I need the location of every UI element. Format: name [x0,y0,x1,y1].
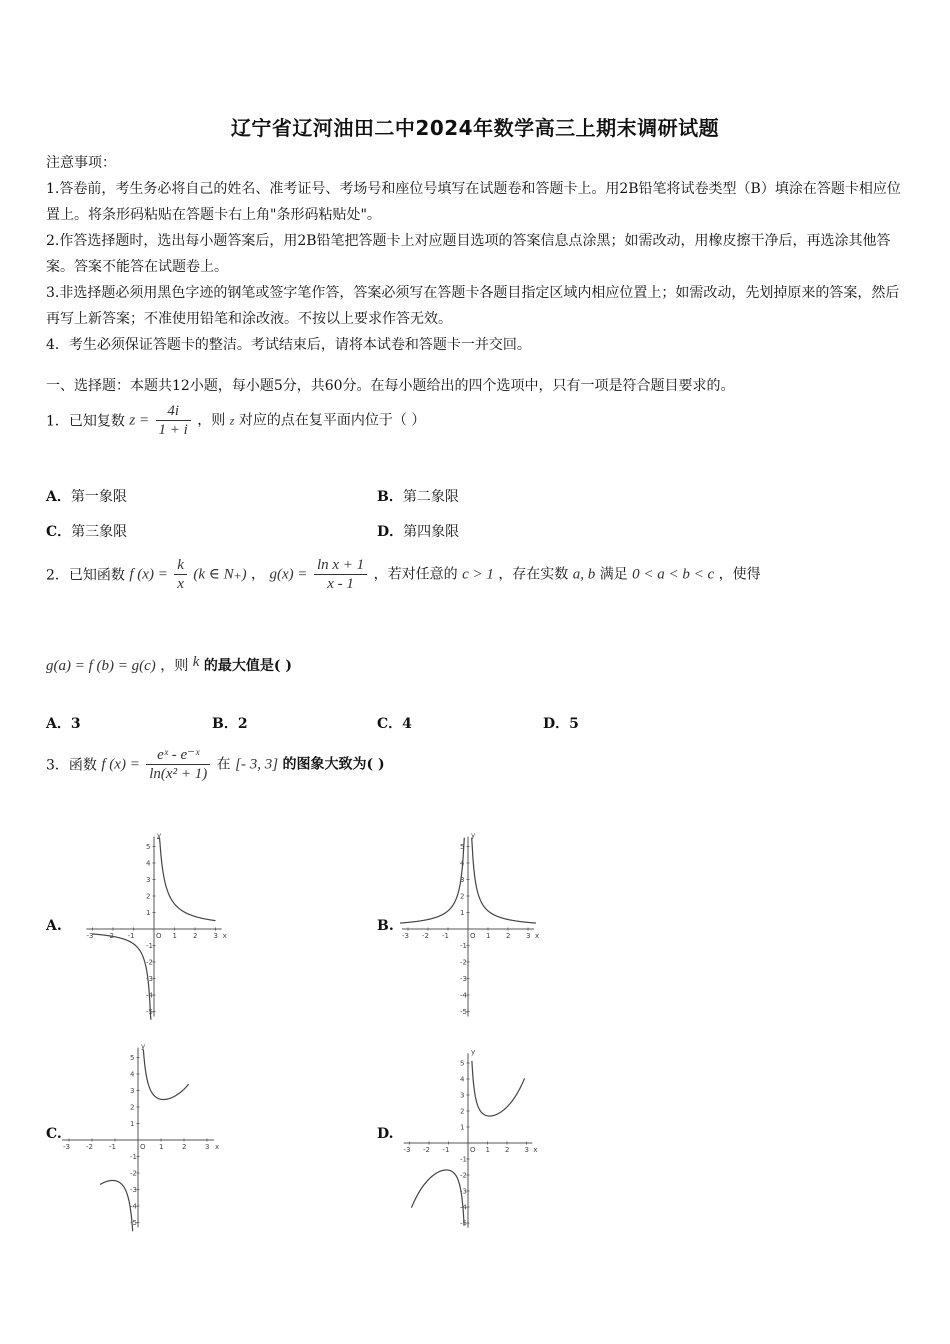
q2-equation: g(a) = f (b) = g(c) [46,658,156,674]
y-tick-label: 4 [460,859,465,868]
y-tick-label: -5 [130,1219,137,1227]
question-3 [46,746,385,783]
q2-option-d[interactable] [543,713,579,733]
q1-option-c[interactable] [46,521,127,541]
x-tick-label: O [156,932,162,940]
x-tick-label: -1 [442,932,449,940]
notes-item: 2.作答选择题时，选出每小题答案后，用2B铅笔把答题卡上对应题目选项的答案信息点涂黑；如需改动，用橡皮擦干净后，再选涂其他答案。答案不能答在试题卷上。 [46,233,891,275]
curve-right-branch [143,1049,189,1099]
y-tick-label: -3 [460,975,467,983]
x-tick-label: 2 [505,1146,510,1154]
q2-f-condition: (k ∈ N₊) [193,566,247,583]
y-tick-label: 1 [460,1123,465,1132]
x-tick-label: O [470,1146,476,1154]
x-tick-label: -3 [86,932,94,940]
x-tick-label: 3 [205,1143,210,1151]
y-axis-label: y [471,1048,476,1057]
q1-option-d[interactable] [377,521,459,541]
q1-option-a[interactable] [46,486,127,506]
x-tick-label: 1 [172,932,177,940]
y-tick-label: -4 [146,991,153,1000]
question-2 [46,556,761,593]
y-tick-label: 5 [146,843,151,851]
x-axis-label: x [535,932,540,940]
q2-vars: a, b [572,566,596,583]
y-tick-label: -3 [130,1186,137,1194]
q2-f-fraction [174,556,187,593]
x-tick-label: -1 [127,932,135,940]
x-tick-label: 3 [213,932,218,940]
y-tick-label: -1 [130,1153,137,1161]
notes-item: 3.非选择题必须用黑色字迹的钢笔或签字笔作答，答案必须写在答题卡各题目指定区域内相应位置上；如需改动，先划掉原来的答案，然后再写上新答案；不准使用铅笔和涂改液。不按以上要求作答无效。 [46,285,900,327]
q1-fraction [156,402,191,439]
q3-fraction [146,746,210,783]
q2-option-a[interactable] [46,713,81,733]
y-axis-label: y [157,831,162,840]
curve-right-branch [472,1061,525,1116]
x-tick-label: -2 [86,1143,93,1151]
y-tick-label: -3 [146,975,153,983]
q2-text3: 满足 [599,566,628,583]
y-tick-label: 2 [130,1103,135,1112]
question-1 [46,402,425,439]
y-tick-label: 1 [460,909,465,917]
q2-text5: ，则 [160,658,189,674]
y-tick-label: -5 [460,1219,467,1228]
x-tick-label: 1 [486,932,491,940]
option-text: 3 [70,716,81,732]
q2-cond2: 0 < a < b < c [632,566,715,583]
y-tick-label: -1 [460,1155,467,1164]
option-label: D． [377,524,404,540]
y-tick-label: 5 [460,843,465,851]
q1-lhs: z = [129,412,150,429]
x-tick-label: 3 [524,1146,529,1154]
y-tick-label: -5 [460,1008,467,1016]
q3-numerator: eˣ - e⁻ˣ [146,746,210,765]
q2-prefix: 2．已知函数 [46,567,125,584]
y-tick-label: 5 [460,1059,465,1068]
q3-mid: 在 [216,756,231,773]
option-label: C． [377,716,403,732]
q3-denominator: ln(x² + 1) [149,766,208,782]
q2-g-lhs: g(x) = [269,566,308,583]
q1-suffix: 对应的点在复平面内位于（ ） [238,412,426,429]
option-label: A． [46,716,71,732]
notes-item: 1.答卷前，考生务必将自己的姓名、准考证号、考场号和座位号填写在试题卷和答题卡上。用2B铅笔将试卷类型（B）填涂在答题卡相应位置上。将条形码粘贴在答题卡右上角"条形码粘贴处"。 [46,181,901,223]
q3-option-a-label[interactable]: A. [46,918,62,934]
q2-f-lhs: f (x) = [129,566,168,583]
q3-option-b-label[interactable]: B. [377,918,394,934]
x-axis-label: x [533,1146,538,1154]
q3-option-d-label[interactable]: D. [377,1126,394,1142]
q2-g-fraction [314,556,367,593]
x-tick-label: -2 [422,932,429,940]
q3-option-c-label[interactable]: C. [46,1126,62,1142]
y-tick-label: 1 [146,909,151,917]
option-label: B． [212,716,238,732]
option-label: B． [377,489,403,505]
y-tick-label: 3 [130,1087,135,1095]
q3-graph-d[interactable] [402,1050,552,1230]
q1-numerator: 4i [156,402,191,421]
x-tick-label: -3 [63,1143,70,1151]
q1-denominator: 1 + i [158,422,188,438]
x-tick-label: -2 [107,932,114,940]
option-text: 2 [237,716,248,732]
option-text: 第一象限 [70,489,127,505]
q2-comma: ， [251,566,266,583]
x-axis-label: x [215,1143,220,1151]
y-tick-label: -3 [460,1187,467,1196]
q1-var: z [229,413,235,428]
option-text: 第二象限 [402,489,459,505]
x-tick-label: O [470,932,476,940]
y-tick-label: 2 [460,1107,465,1116]
q2-f-denominator: x [177,576,184,592]
q1-prefix: 1．已知复数 [46,413,125,430]
y-tick-label: 4 [130,1070,135,1079]
curve-right-branch [471,838,536,923]
q1-mid: ，则 [197,412,226,429]
option-text: 5 [569,716,579,732]
x-tick-label: O [140,1143,146,1151]
option-text: 第三象限 [71,524,128,540]
q3-graph-a[interactable] [82,832,232,1017]
x-axis-label: x [222,932,227,940]
y-tick-label: 5 [130,1054,135,1062]
q3-graph-c[interactable] [63,1040,232,1227]
y-tick-label: -5 [146,1008,153,1016]
y-tick-label: -4 [130,1202,137,1211]
option-label: C． [46,524,72,540]
y-tick-label: 3 [146,876,151,884]
notes-block [46,150,912,358]
q2-f-numerator: k [174,556,187,575]
y-axis-label: y [141,1042,146,1051]
question-2-continued [46,654,292,675]
x-tick-label: 2 [506,932,511,940]
q2-g-denominator: x - 1 [327,576,354,592]
q2-text6: 的最大值是( ) [203,658,292,674]
option-label: A． [46,489,71,505]
section-heading: 一、选择题：本题共12小题，每小题5分，共60分。在每小题给出的四个选项中，只有一项是符合题目要求的。 [46,378,735,394]
curve-left-branch [411,1170,464,1225]
x-tick-label: -3 [403,1146,411,1154]
option-text: 4 [402,716,412,732]
x-tick-label: 1 [159,1143,164,1151]
notes-item: 4．考生必须保证答题卡的整洁。考试结束后，请将本试卷和答题卡一并交回。 [46,337,531,353]
y-tick-label: 4 [146,859,151,868]
y-tick-label: -1 [146,942,153,950]
x-tick-label: 3 [526,932,531,940]
notes-heading: 注意事项： [46,155,116,171]
y-tick-label: 4 [460,1075,465,1084]
y-tick-label: 3 [460,1091,465,1100]
option-text: 第四象限 [403,524,460,540]
q3-interval: [- 3, 3] [235,756,279,773]
y-tick-label: 2 [146,892,151,901]
q2-text4: ，使得 [718,566,761,583]
x-tick-label: -1 [442,1146,450,1154]
y-tick-label: -2 [460,1171,467,1180]
curve-left-branch [100,1180,133,1230]
curve-right-branch [157,838,215,920]
q2-k: k [192,654,200,670]
q1-option-b[interactable] [377,486,459,506]
x-tick-label: -1 [109,1143,116,1151]
q3-prefix: 3．函数 [46,757,97,774]
q3-suffix: 的图象大致为( ) [282,756,385,773]
q2-text2: ，存在实数 [498,566,569,583]
x-tick-label: 2 [193,932,198,940]
q3-graph-b[interactable] [402,828,552,1016]
y-tick-label: -4 [460,1203,467,1212]
y-tick-label: -2 [130,1169,137,1178]
x-tick-label: -3 [402,932,409,940]
x-tick-label: 2 [182,1143,187,1151]
q2-cond1: c > 1 [462,566,494,583]
x-tick-label: -2 [423,1146,430,1154]
y-tick-label: -2 [460,958,467,967]
y-tick-label: -1 [460,942,467,950]
q2-text1: ，若对任意的 [373,566,458,583]
curve-left-branch [93,934,151,1020]
page-title: 辽宁省辽河油田二中2024年数学高三上期末调研试题 [230,116,720,140]
y-tick-label: -4 [460,991,467,1000]
y-axis-label: y [471,831,476,840]
curve-left-branch [400,838,465,923]
option-label: D． [543,716,570,732]
y-tick-label: 1 [130,1120,135,1128]
y-tick-label: -2 [146,958,153,967]
q3-lhs: f (x) = [101,756,140,773]
q2-option-b[interactable] [212,713,248,733]
q2-option-c[interactable] [377,713,412,733]
y-tick-label: 3 [460,876,465,884]
y-tick-label: 2 [460,892,465,901]
q2-g-numerator: ln x + 1 [314,556,367,575]
x-tick-label: 1 [485,1146,490,1154]
